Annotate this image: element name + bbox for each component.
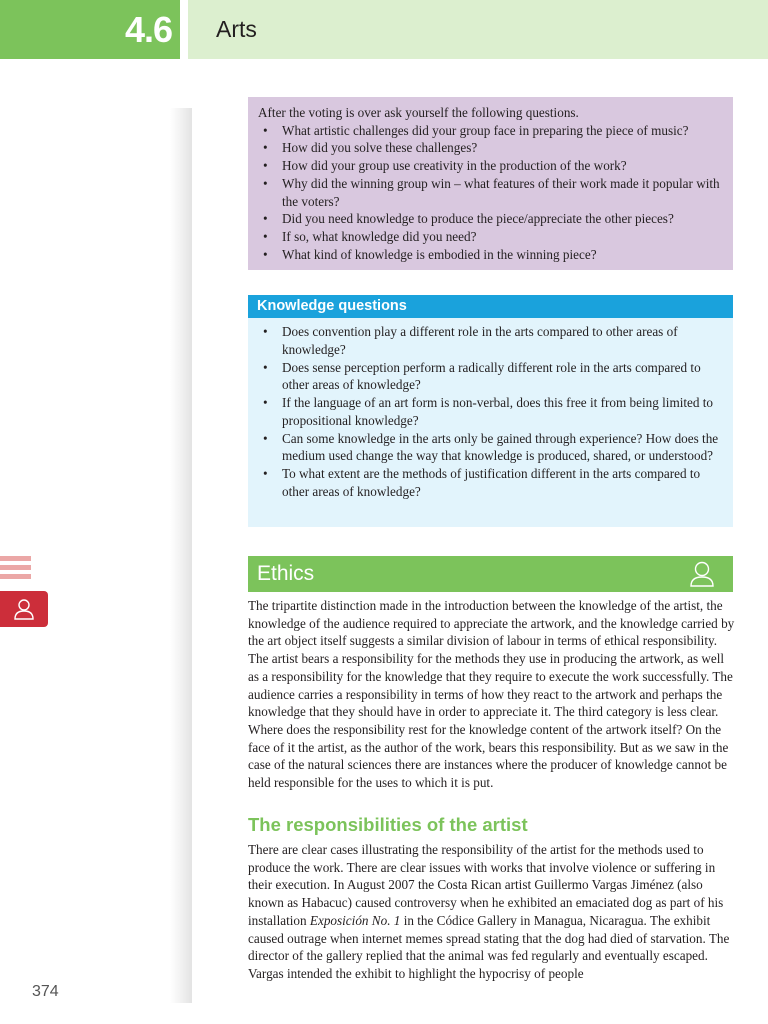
- list-item: • Why did the winning group win – what features of their work made it popular with the voters?: [258, 175, 723, 210]
- page-gutter-shadow: [170, 108, 192, 1003]
- list-item: • To what extent are the methods of justification different in the arts compared to other areas of knowledge?: [258, 465, 723, 501]
- ethics-heading: [248, 556, 733, 592]
- knowledge-questions-title: Knowledge questions: [248, 295, 733, 318]
- work-title: Exposición No. 1: [309, 912, 401, 928]
- list-item: • If so, what knowledge did you need?: [258, 228, 723, 246]
- responsibilities-paragraph: [248, 841, 736, 983]
- list-item: • Can some knowledge in the arts only be gained through experience? How does the medium used change the way that knowledge is produced, shared, or understood?: [258, 430, 723, 466]
- reflection-intro: After the voting is over ask yourself the following questions.: [258, 105, 579, 120]
- tab-stripe: [0, 556, 31, 561]
- ethics-tab: [0, 591, 48, 627]
- paragraph-text: There are clear cases illustrating the responsibility of the artist for the methods used to produce the work. There are clear issues with works that involve violence or suffering in their execution. In August 2007 the Costa Rican artist Guillermo Vargas Jiménez (also known as Habacuc) caused controversy when he exhibited an emaciated dog as part of his installation: [248, 842, 724, 928]
- list-item: • If the language of an art form is non-verbal, does this free it from being limited to propositional knowledge?: [258, 394, 723, 430]
- list-item: • Does convention play a different role in the arts compared to other areas of knowledge?: [258, 323, 723, 359]
- tab-stripes: [0, 556, 31, 583]
- knowledge-questions-list: [258, 323, 723, 501]
- tab-stripe: [0, 565, 31, 570]
- knowledge-questions-box: [248, 318, 733, 527]
- list-item: • Did you need knowledge to produce the piece/appreciate the other pieces?: [258, 210, 723, 228]
- reflection-list: [258, 122, 723, 264]
- person-icon: [13, 597, 35, 621]
- paragraph-text: in the Códice Gallery in Managua, Nicaragua. The exhibit caused outrage when internet memes spread stating that the dog had died of starvation. The director of the gallery replied that the animal was fed regularly and eventually escaped. Vargas intended the exhibit to highlight the hypocrisy of people: [248, 912, 730, 981]
- responsibilities-heading: The responsibilities of the artist: [248, 814, 528, 835]
- section-number: 4.6: [0, 0, 180, 59]
- person-icon: [689, 560, 715, 588]
- reflection-box: [248, 97, 733, 270]
- list-item: • Does sense perception perform a radically different role in the arts compared to other areas of knowledge?: [258, 359, 723, 395]
- tab-stripe: [0, 574, 31, 579]
- list-item: • What artistic challenges did your group face in preparing the piece of music?: [258, 122, 723, 140]
- ethics-title: Ethics: [257, 562, 315, 585]
- list-item: • What kind of knowledge is embodied in the winning piece?: [258, 246, 723, 264]
- list-item: • How did you solve these challenges?: [258, 139, 723, 157]
- page-number: 374: [32, 983, 59, 1000]
- ethics-paragraph: The tripartite distinction made in the introduction between the knowledge of the artist, the knowledge of the audience required to appreciate the artwork, and the knowledge carried by the art object itself suggests a similar division of labour in terms of ethical responsibility. The artist bears a responsibility for the methods they use in producing the artwork, as well as a responsibility for the knowledge that they require to execute the work successfully. The audience carries a responsibility in terms of how they react to the artwork and perhaps the knowledge that they should have in order to appreciate it. The third category is less clear. Where does the responsibility rest for the knowledge content of the artwork itself? On the face of it the artist, as the author of the work, bears this responsibility. But as we saw in the case of the natural sciences there are instances where the producer of knowledge cannot be held responsible for the uses to which it is put.: [248, 598, 735, 791]
- list-item: • How did your group use creativity in the production of the work?: [258, 157, 723, 175]
- section-title: Arts: [188, 0, 768, 59]
